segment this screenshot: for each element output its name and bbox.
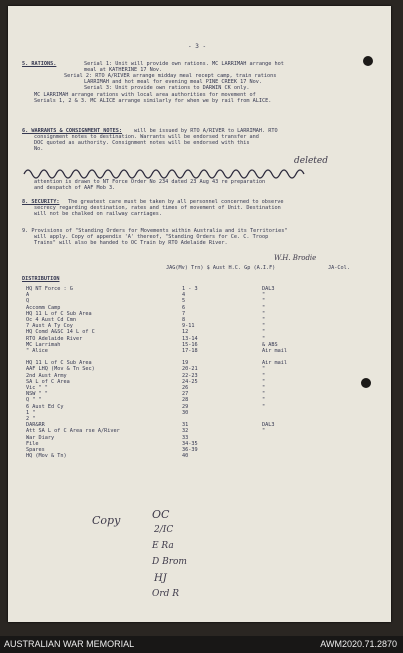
distribution-addressee: Spares — [26, 447, 45, 453]
security-line: will not be chalked on railway carriages. — [34, 211, 163, 217]
distribution-row — [26, 379, 356, 385]
distribution-note: " — [262, 310, 266, 317]
distribution-row — [26, 329, 356, 335]
distribution-copies: 33 — [182, 434, 189, 441]
signature: W.H. Brodie — [274, 254, 317, 262]
distribution-row — [26, 422, 356, 428]
rations-line: Serial 2: RTO A/RIVER arrange midday meal recept camp, train rations — [64, 73, 277, 79]
procedures-line: Trains" will also be handed to OC Train by RTO Adelaide River. — [34, 240, 228, 246]
distribution-note: " — [262, 304, 266, 311]
distribution-copies: 34-35 — [182, 440, 198, 447]
distribution-addressee: 6 Aust Ed Cy — [26, 403, 64, 410]
distribution-addressee: War Diary — [26, 434, 55, 441]
distribution-row — [26, 323, 356, 329]
distribution-row — [26, 416, 356, 422]
footer-right: AWM2020.71.2870 — [320, 639, 397, 649]
security-heading: 8. SECURITY: — [22, 199, 60, 205]
distribution-heading: DISTRIBUTION — [22, 276, 60, 282]
distribution-row — [26, 317, 356, 323]
distribution-row — [26, 366, 356, 372]
warrants-line: will be issued by RTO A/RIVER to LARRIMAH. RTO — [134, 128, 278, 134]
distribution-row — [26, 305, 356, 311]
distribution-addressee: HQ 11 L of C Sub Area — [26, 360, 92, 367]
distribution-copies: 26 — [182, 385, 189, 391]
rations-line: Serial 1: Unit will provide own rations. MC LARRIMAH arrange hot — [84, 61, 284, 67]
distribution-note: " — [262, 298, 266, 305]
distribution-note: " — [262, 397, 266, 404]
initial-dbrom: D Brom — [152, 557, 187, 567]
distribution-copies: 1 - 3 — [182, 286, 198, 292]
distribution-row — [26, 342, 356, 348]
warrants-line: No. — [34, 146, 44, 152]
distribution-addressee: Q — [26, 298, 30, 305]
distribution-copies: 22-23 — [182, 372, 198, 379]
distribution-note: " — [262, 366, 266, 373]
distribution-addressee: Accomm Camp — [26, 304, 61, 311]
distribution-copies: 31 — [182, 422, 189, 429]
distribution-copies: 13-14 — [182, 335, 198, 342]
distribution-row — [26, 385, 356, 391]
archive-footer — [0, 636, 403, 653]
distribution-addressee: 2 " — [26, 416, 36, 422]
distribution-note: " — [262, 372, 266, 379]
distribution-row — [26, 453, 356, 459]
security-line: The greatest care must be taken by all personnel concerned to observe — [68, 199, 284, 205]
punch-hole — [363, 56, 373, 66]
distribution-note: " — [262, 378, 266, 385]
distribution-row — [26, 391, 356, 397]
distribution-addressee: 1 " — [26, 409, 36, 416]
distribution-copies: 17-18 — [182, 348, 198, 354]
rations-line: meal at KATHERINE 17 Nov. — [84, 67, 163, 73]
distribution-addressee: HQ 11 L of C Sub Area — [26, 310, 92, 317]
distribution-row — [26, 428, 356, 434]
distribution-addressee: HQ NT Force : G — [26, 286, 73, 292]
distribution-copies: 12 — [182, 329, 189, 336]
footer-left: AUSTRALIAN WAR MEMORIAL — [4, 639, 135, 649]
distribution-note: " — [262, 329, 266, 336]
distribution-addressee: Att SA L of C Area rse A/River — [26, 428, 120, 435]
distribution-addressee: 2nd Aust Army — [26, 372, 67, 379]
distribution-copies: 6 — [182, 304, 186, 311]
procedures-line: 9. Provisions of "Standing Orders for Movements within Australia and its Territories" — [22, 228, 288, 234]
distribution-addressee: DAR&RR — [26, 422, 45, 429]
distribution-copies: 30 — [182, 409, 189, 416]
distribution-copies: 32 — [182, 428, 189, 435]
distribution-note: " — [262, 428, 266, 435]
distribution-addressee: NSW " " — [26, 391, 48, 398]
distribution-copies: 4 — [182, 292, 186, 299]
distribution-row — [26, 292, 356, 298]
distribution-note: " — [262, 385, 266, 391]
rations-line: Serial 3: Unit provide own rations to DARWIN CK only. — [84, 85, 250, 91]
distribution-copies: 7 — [182, 310, 186, 317]
handwritten-copy: Copy — [92, 514, 121, 527]
distribution-row — [26, 447, 356, 453]
distribution-row — [26, 286, 356, 292]
distribution-note: " — [262, 335, 266, 342]
distribution-addressee: " Alice — [26, 348, 48, 354]
distribution-addressee: HQ (Mov & Tn) — [26, 453, 67, 460]
distribution-copies: 15-16 — [182, 341, 198, 348]
distribution-copies: 19 — [182, 360, 189, 367]
page-number: - 3 - — [188, 43, 207, 50]
initial-2ic: 2/IC — [154, 525, 174, 535]
distribution-addressee: SA L of C Area — [26, 378, 70, 385]
distribution-addressee: AAF LHQ (Mov & Tn Sec) — [26, 366, 95, 373]
initial-oc: OC — [152, 508, 170, 521]
distribution-row — [26, 373, 356, 379]
warrants-heading: 6. WARRANTS & CONSIGNMENT NOTES: — [22, 128, 122, 134]
distribution-addressee: Vic " " — [26, 385, 48, 391]
distribution-note: Air mail — [262, 360, 287, 367]
distribution-copies: 27 — [182, 391, 189, 398]
deleted-scribble — [22, 164, 322, 180]
paragraph-7-line: attention is drawn to NT Force Order No 234 dated 23 Aug 43 re preparation — [34, 179, 266, 185]
distribution-row — [26, 311, 356, 317]
distribution-row — [26, 298, 356, 304]
initial-era: E Ra — [152, 541, 174, 551]
distribution-addressee: File — [26, 440, 39, 447]
distribution-addressee: Oc 4 Aust Cd Cmn — [26, 317, 76, 323]
paragraph-7-line: and despatch of AAF Mob 3. — [34, 185, 116, 191]
distribution-row — [26, 435, 356, 441]
distribution-note: " — [262, 391, 266, 398]
distribution-row — [26, 404, 356, 410]
distribution-row — [26, 410, 356, 416]
distribution-note: DAL3 — [262, 422, 275, 429]
distribution-note: " — [262, 292, 266, 299]
distribution-addressee: 7 Aust A Ty Coy — [26, 323, 73, 330]
distribution-row — [26, 441, 356, 447]
distribution-copies: 8 — [182, 317, 186, 323]
rations-heading: 5. RATIONS. — [22, 61, 57, 67]
warrants-line: consignment notes to destination. Warrants will be endorsed transfer and — [34, 134, 259, 140]
distribution-addressee: RTO Adelaide River — [26, 335, 83, 342]
distribution-note: " — [262, 317, 266, 323]
distribution-note: Air mail — [262, 348, 287, 354]
distribution-note: " — [262, 323, 266, 330]
rations-line: LARRIMAH and hot meal for evening meal PINE CREEK 17 Nov. — [84, 79, 263, 85]
rations-line: Serials 1, 2 & 3. MC ALICE arrange similarly for when we by rail from ALICE. — [34, 98, 272, 104]
rations-line: MC LARRIMAH arrange rations with local area authorities for movement of — [34, 92, 256, 98]
initial-hj: HJ — [154, 573, 167, 584]
distribution-copies: 29 — [182, 403, 189, 410]
distribution-row — [26, 397, 356, 403]
security-line: secrecy regarding destination, rates and times of movement of Unit. Destination — [34, 205, 281, 211]
distribution-copies: 40 — [182, 453, 189, 460]
distribution-note: " — [262, 403, 266, 410]
signature-title: JAG(Mv) Trn) $ Aust H.C. Gp (A.I.F) — [166, 265, 276, 271]
distribution-copies: 24-25 — [182, 378, 198, 385]
distribution-row — [26, 336, 356, 342]
deleted-stamp: deleted — [294, 156, 328, 166]
distribution-note: DAL3 — [262, 286, 275, 292]
distribution-addressee: MC Larrimah — [26, 341, 61, 348]
distribution-addressee: Q " " — [26, 397, 42, 404]
distribution-copies: 9-11 — [182, 323, 195, 330]
punch-hole — [361, 378, 371, 388]
distribution-copies: 36-39 — [182, 447, 198, 453]
procedures-line: will apply. Copy of appendix 'A' thereof, "Standing Orders for Ce. C. Troop — [34, 234, 269, 240]
distribution-row — [26, 348, 356, 354]
document-page — [8, 6, 391, 622]
warrants-line: DOC quoted as authority. Consignment notes will be endorsed with this — [34, 140, 250, 146]
distribution-copies: 20-21 — [182, 366, 198, 373]
distribution-addressee: A — [26, 292, 30, 299]
distribution-row — [26, 360, 356, 366]
distribution-addressee: HQ Comd A&SC 14 L of C — [26, 329, 95, 336]
distribution-note: & ABS — [262, 341, 278, 348]
signature-rank: JA-Col. — [328, 265, 350, 271]
initial-ordr: Ord R — [152, 589, 180, 599]
distribution-copies: 5 — [182, 298, 186, 305]
distribution-copies: 28 — [182, 397, 189, 404]
